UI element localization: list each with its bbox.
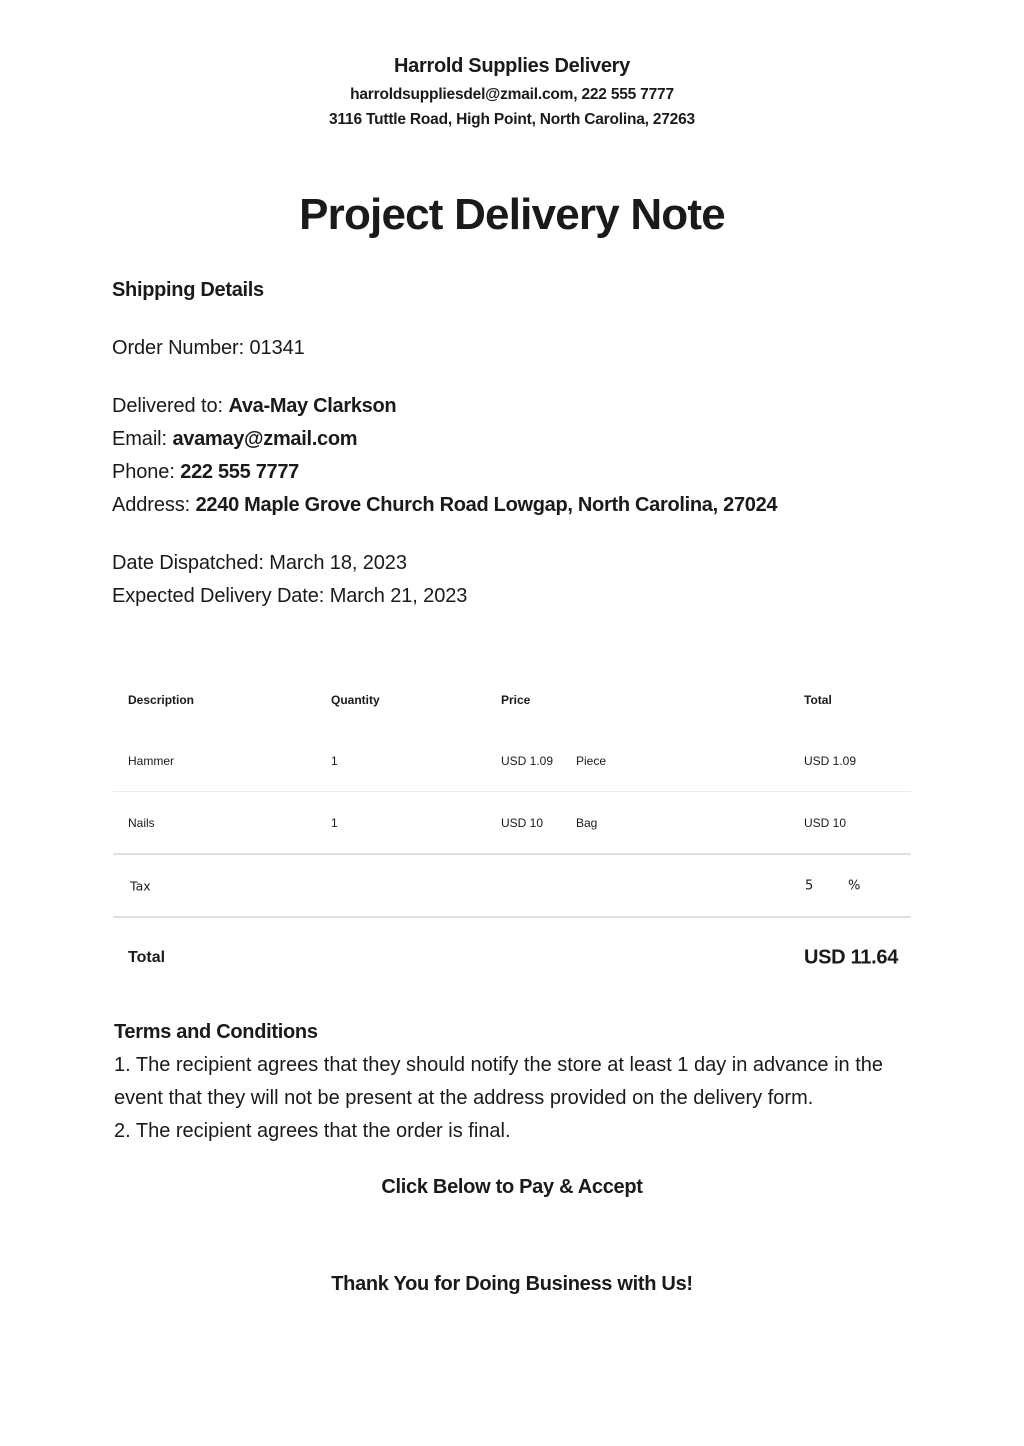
terms-heading: Terms and Conditions <box>114 1021 318 1043</box>
terms-section <box>114 1016 904 1148</box>
phone-label: Phone: <box>112 461 181 483</box>
terms-item: 1. The recipient agrees that they should notify the store at least 1 day in advance in the event that they will not be present at the address provided on the delivery form. <box>114 1054 884 1109</box>
item-quantity: 1 <box>331 753 338 768</box>
item-price: USD 10 <box>501 815 544 830</box>
grand-total-row <box>113 918 911 998</box>
expected-delivery-value: March 21, 2023 <box>329 585 468 607</box>
email <box>112 428 357 451</box>
date-dispatched-value: March 18, 2023 <box>269 552 407 574</box>
items-table <box>113 670 911 998</box>
delivered-to-value: Ava-May Clarkson <box>228 395 397 417</box>
address-label: Address: <box>112 494 196 516</box>
item-quantity: 1 <box>331 815 338 830</box>
item-description: Nails <box>128 815 155 830</box>
item-total: USD 10 <box>804 815 847 830</box>
grand-total-label: Total <box>128 949 166 966</box>
tax-row <box>113 855 911 918</box>
date-dispatched-label: Date Dispatched: <box>112 552 270 574</box>
email-label: Email: <box>112 428 173 450</box>
delivered-to <box>112 395 396 418</box>
terms-item: 2. The recipient agrees that the order is final. <box>114 1120 511 1142</box>
header-total: Total <box>804 693 832 707</box>
item-unit: Bag <box>576 815 598 830</box>
tax-label: Tax <box>130 878 151 893</box>
expected-delivery-label: Expected Delivery Date: <box>112 585 330 607</box>
email-value: avamay@zmail.com <box>172 428 358 450</box>
phone <box>112 461 299 484</box>
table-row <box>113 730 911 792</box>
order-number <box>112 337 305 360</box>
thank-you-message: Thank You for Doing Business with Us! <box>331 1273 693 1295</box>
item-unit: Piece <box>576 753 607 768</box>
order-number-value: 01341 <box>249 337 305 359</box>
shipping-heading: Shipping Details <box>112 279 264 301</box>
delivered-to-label: Delivered to: <box>112 395 229 417</box>
tax-value: 5 <box>805 878 814 893</box>
address <box>112 494 777 517</box>
grand-total-value: USD 11.64 <box>804 946 899 969</box>
phone-value: 222 555 7777 <box>180 461 299 483</box>
item-price: USD 1.09 <box>501 753 554 768</box>
company-contact: harroldsuppliesdel@zmail.com, 222 555 7777 <box>350 86 674 103</box>
date-dispatched <box>112 552 407 575</box>
company-address: 3116 Tuttle Road, High Point, North Carolina, 27263 <box>329 111 695 128</box>
table-header <box>113 670 911 730</box>
page-title: Project Delivery Note <box>299 190 725 239</box>
expected-delivery <box>112 585 467 608</box>
header-description: Description <box>128 693 195 707</box>
pay-accept-prompt: Click Below to Pay & Accept <box>381 1176 643 1198</box>
order-number-label: Order Number: <box>112 337 250 359</box>
header-quantity: Quantity <box>331 693 380 707</box>
address-value: 2240 Maple Grove Church Road Lowgap, North Carolina, 27024 <box>195 494 778 516</box>
header-price: Price <box>501 693 531 707</box>
item-description: Hammer <box>128 753 175 768</box>
table-row <box>113 792 911 855</box>
tax-unit: % <box>848 878 861 893</box>
company-name: Harrold Supplies Delivery <box>394 55 630 77</box>
item-total: USD 1.09 <box>804 753 857 768</box>
